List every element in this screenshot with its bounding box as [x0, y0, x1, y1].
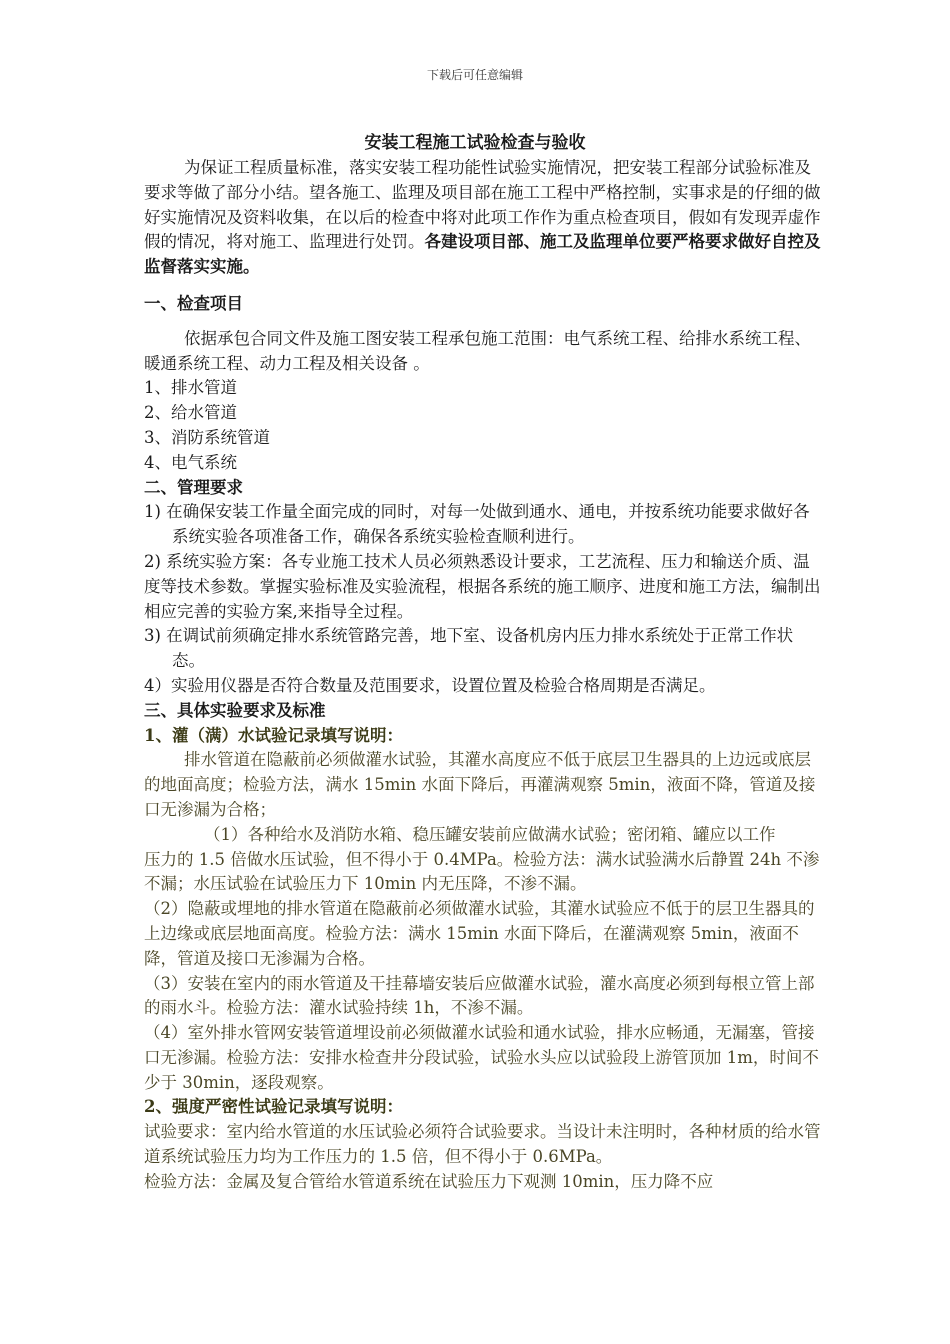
subsection-2-method: 检验方法：金属及复合管给水管道系统在试验压力下观测 10min，压力降不应 — [144, 1171, 714, 1191]
section-1-heading: 一、检查项目 — [144, 293, 243, 313]
list-item: 3) 在调试前须确定排水系统管路完善，地下室、设备机房内压力排水系统处于正常工作状态。 — [144, 626, 794, 671]
subsection-2-requirement: 试验要求：室内给水管道的水压试验必须符合试验要求。当设计未注明时，各种材质的给水管道系统试验压力均为工作压力的 1.5 倍，但不得小于 0.6MPa。 — [144, 1122, 821, 1167]
document-title: 安装工程施工试验检查与验收 — [364, 133, 586, 153]
subsection-2-heading: 2、强度严密性试验记录填写说明： — [144, 1097, 403, 1117]
subsection-1-item-4: （4）室外排水管网安装管道埋设前必须做灌水试验和通水试验，排水应畅通，无漏塞，管接口无渗漏。检验方法：安排水检查井分段试验，试验水头应以试验段上游管顶加 1m，时间不少于 30min，逐段观察。 — [144, 1023, 819, 1092]
list-item: 3、消防系统管道 — [144, 427, 270, 447]
subsection-1-item-3: （3）安装在室内的雨水管道及干挂幕墙安装后应做灌水试验，灌水高度必须到每根立管上部的雨水斗。检验方法：灌水试验持续 1h，不渗不漏。 — [144, 973, 815, 1018]
section-1-intro: 依据承包合同文件及施工图安装工程承包施工范围：电气系统工程、给排水系统工程、暖通系统工程、动力工程及相关设备 。 — [144, 328, 811, 373]
subsection-1-paragraph: 排水管道在隐蔽前必须做灌水试验，其灌水高度应不低于底层卫生器具的上边远或底层的地面高度；检验方法，满水 15min 水面下降后，再灌满观察 5min，液面不降，管道及接口无渗漏为合格； — [144, 750, 816, 819]
subsection-1-item-1-line: （1）各种给水及消防水箱、稳压罐安装前应做满水试验；密闭箱、罐应以工作 — [204, 824, 776, 844]
document-body — [144, 156, 824, 1195]
list-item: 1) 在确保安装工作量全面完成的同时，对每一处做到通水、通电，并按系统功能要求做好各系统实验各项准备工作，确保各系统实验检查顺利进行。 — [144, 502, 810, 547]
subsection-1-item-1-rest: 压力的 1.5 倍做水压试验，但不得小于 0.4MPa。检验方法：满水试验满水后静置 24h 不渗不漏；水压试验在试验压力下 10min 内无压降，不渗不漏。 — [144, 849, 820, 894]
list-item: 2) 系统实验方案：各专业施工技术人员必须熟悉设计要求，工艺流程、压力和输送介质、温度等技术参数。掌握实验标准及实验流程，根据各系统的施工顺序、进度和施工方法，编制出相应完善的实验方案,来指导全过程。 — [144, 551, 821, 621]
list-item: 1、排水管道 — [144, 378, 237, 398]
section-3-heading: 三、具体实验要求及标准 — [144, 700, 326, 720]
intro-text: 为保证工程质量标准，落实安装工程功能性试验实施情况，把安装工程部分试验标准及要求等做了部分小结。望各施工、监理及项目部在施工工程中严格控制，实事求是的仔细的做好实施情况及资料收集，在以后的检查中将对此项工作作为重点检查项目，假如有发现弄虚作假的情况，将对施工、监理进行处罚。 — [144, 158, 821, 252]
subsection-1-heading: 1、灌（满）水试验记录填写说明： — [144, 725, 403, 745]
subsection-1-item-2: （2）隐蔽或埋地的排水管道在隐蔽前必须做灌水试验，其灌水试验应不低于的层卫生器具的上边缘或底层地面高度。检验方法：满水 15min 水面下降后，在灌满观察 5min，液面不降，管道及接口无渗漏为合格。 — [144, 899, 815, 968]
section-2-heading: 二、管理要求 — [144, 477, 243, 497]
list-item: 4、电气系统 — [144, 452, 237, 472]
list-item: 4）实验用仪器是否符合数量及范围要求，设置位置及检验合格周期是否满足。 — [144, 675, 716, 695]
list-item: 2、给水管道 — [144, 403, 237, 423]
intro-bold-text: 各建设项目部、施工及监理单位要严格要求做好自控及监督落实实施。 — [144, 232, 821, 277]
intro-paragraph — [144, 156, 824, 280]
page-header: 下载后可任意编辑 — [426, 68, 523, 82]
